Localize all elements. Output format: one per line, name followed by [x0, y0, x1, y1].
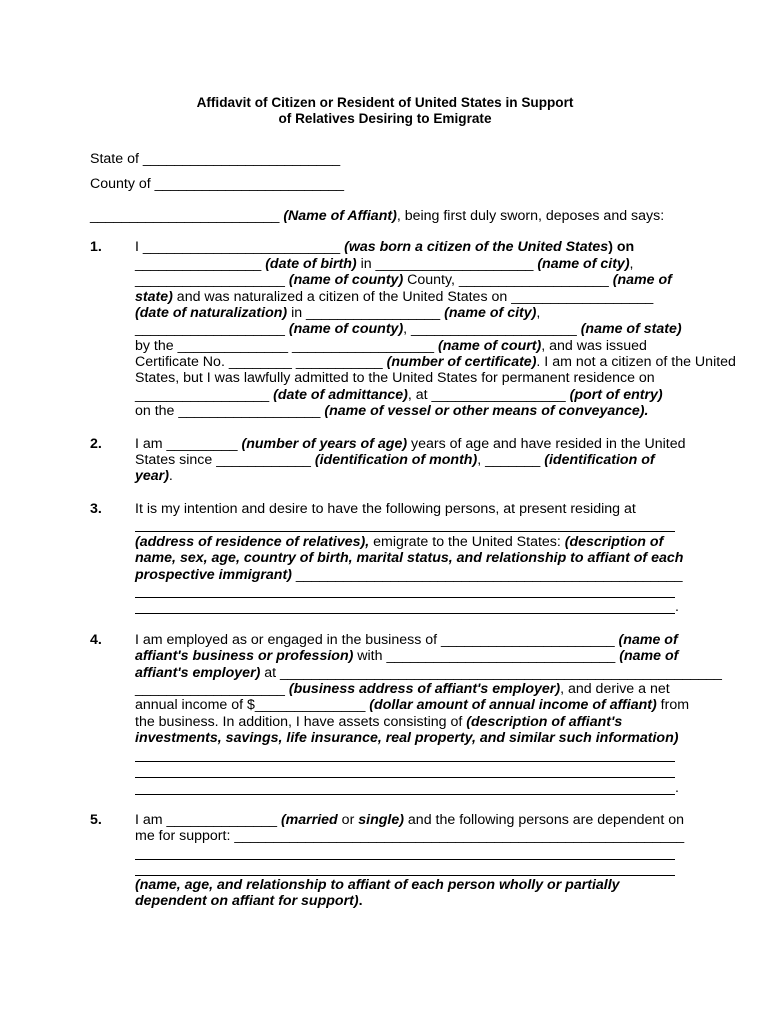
text[interactable]: I am _________ — [135, 436, 242, 452]
text[interactable]: by the ______________ __________________ — [135, 338, 438, 354]
para-1-line-4 — [135, 289, 653, 305]
text[interactable]: I am employed as or engaged in the business of ______________________ — [135, 632, 619, 648]
para-2-number: 2. — [90, 436, 102, 452]
label: (port of entry) — [569, 387, 663, 403]
para-2-line-2 — [135, 452, 655, 468]
label: (name of — [619, 648, 679, 664]
label: (name of court) — [437, 338, 542, 354]
text[interactable]: ___________________ — [135, 272, 289, 288]
para-4-line-2 — [135, 648, 678, 664]
label: affiant's employer) — [135, 665, 261, 681]
state-of-field[interactable]: State of _________________________ — [90, 151, 341, 167]
text[interactable]: at ________________________________________________________ — [260, 665, 722, 681]
para-4-line-7: investments, savings, life insurance, real property, and similar such information) — [135, 730, 679, 746]
para-4-line-6 — [135, 714, 622, 730]
text[interactable]: and was naturalized a citizen of the United States on __________________ — [172, 289, 654, 305]
label: (was born a citizen of the United States — [344, 239, 609, 255]
assets-line-3[interactable] — [135, 794, 675, 795]
intro-line — [90, 208, 664, 224]
text[interactable]: States since ____________ — [135, 452, 315, 468]
label: (description of — [564, 534, 664, 550]
text: , — [629, 256, 634, 272]
text: or — [337, 812, 359, 828]
text[interactable]: Certificate No. ________ ___________ — [135, 354, 387, 370]
text[interactable]: , _____________________ — [403, 321, 581, 337]
para-3-line-2 — [135, 534, 663, 550]
para-1-number: 1. — [90, 239, 102, 255]
para-5-line-4 — [135, 893, 363, 909]
text[interactable]: ________________ — [135, 256, 266, 272]
para-4-line-5 — [135, 697, 689, 713]
para-1-line-10 — [135, 387, 663, 403]
text[interactable]: on the __________________ — [135, 403, 325, 419]
label: (name of city) — [444, 305, 537, 321]
relatives-address-line[interactable] — [135, 531, 675, 532]
text: , and was issued — [541, 338, 647, 354]
para-4-line-4 — [135, 681, 670, 697]
label: (description of affiant's — [466, 714, 623, 730]
label: (identification of — [544, 452, 655, 468]
para-3-line-3: name, sex, age, country of birth, marital status, and relationship to affiant of each — [135, 550, 684, 566]
para-1-line-5 — [135, 305, 540, 321]
para-1-line-9: States, but I was lawfully admitted to the United States for permanent residence on — [135, 370, 655, 386]
county-of-field[interactable]: County of ________________________ — [90, 176, 345, 192]
para-1-line-6 — [135, 321, 682, 337]
label: single) — [358, 812, 404, 828]
para-3-line-4 — [135, 567, 682, 583]
label: (number of years of age) — [241, 436, 408, 452]
para-1-line-11 — [135, 403, 648, 419]
label: (date of naturalization) — [135, 305, 288, 321]
para-4-line-1 — [135, 632, 678, 648]
text[interactable]: _________________ — [135, 387, 274, 403]
para-5-line-3: (name, age, and relationship to affiant of each person wholly or partially — [135, 877, 620, 893]
text: . — [168, 468, 173, 484]
text: from — [656, 697, 690, 713]
text[interactable]: County, ___________________ — [403, 272, 613, 288]
title-line-1: Affidavit of Citizen or Resident of United States in Support — [196, 95, 574, 110]
text: . — [358, 893, 363, 909]
para-4-line-3 — [135, 665, 722, 681]
text[interactable]: I am ______________ — [135, 812, 281, 828]
label: dependent on affiant for support) — [135, 893, 359, 909]
intro-text: , being first duly sworn, deposes and says: — [396, 208, 665, 224]
label: (number of certificate) — [386, 354, 537, 370]
label: (name of — [612, 272, 672, 288]
para-3-line-1: It is my intention and desire to have the following persons, at present residing at — [135, 501, 636, 517]
text[interactable]: annual income of $______________ — [135, 697, 370, 713]
para-5-line-2[interactable]: me for support: _________________________________________________________ — [135, 828, 685, 844]
text[interactable]: , at _________________ — [407, 387, 570, 403]
label: affiant's business or profession) — [135, 648, 354, 664]
para-1-line-8 — [135, 354, 736, 370]
label: (address of residence of relatives), — [135, 534, 370, 550]
title-line-2: of Relatives Desiring to Emigrate — [278, 111, 492, 126]
immigrant-description-line-2[interactable] — [135, 597, 675, 598]
para-5-number: 5. — [90, 812, 102, 828]
label: (name of county) — [288, 321, 404, 337]
para-1-line-3 — [135, 272, 672, 288]
label: (name of state) — [580, 321, 682, 337]
text[interactable]: I _________________________ — [135, 239, 345, 255]
label: (date of admittance) — [273, 387, 408, 403]
para-5-line-1 — [135, 812, 684, 828]
para-3-number: 3. — [90, 501, 102, 517]
text[interactable]: ___________________ — [135, 321, 289, 337]
label: (identification of month) — [314, 452, 478, 468]
text: , and derive a net — [560, 681, 670, 697]
text: the business. In addition, I have assets consisting of — [135, 714, 467, 730]
label: year) — [135, 468, 169, 484]
para-1-line-2 — [135, 256, 634, 272]
text[interactable]: _________________________________________________ — [291, 567, 683, 583]
text: , — [536, 305, 541, 321]
label: (name of city) — [537, 256, 630, 272]
para-1-line-1 — [135, 239, 634, 255]
label: (business address of affiant's employer) — [288, 681, 561, 697]
text[interactable]: in ____________________ — [356, 256, 538, 272]
text: . I am not a citizen of the United — [536, 354, 736, 370]
text[interactable]: ___________________ — [135, 681, 289, 697]
text: and the following persons are dependent on — [403, 812, 684, 828]
immigrant-description-line-3[interactable] — [135, 613, 675, 614]
assets-line-2[interactable] — [135, 777, 675, 778]
label: (date of birth) — [265, 256, 357, 272]
text[interactable]: in _________________ — [287, 305, 445, 321]
label: (dollar amount of annual income of affiant) — [369, 697, 657, 713]
text: years of age and have resided in the United — [407, 436, 686, 452]
assets-line-1[interactable] — [135, 761, 675, 762]
affiant-name-blank[interactable]: ________________________ — [90, 208, 284, 224]
text[interactable]: with _____________________________ — [353, 648, 620, 664]
text[interactable]: , _______ — [477, 452, 545, 468]
dependents-line-2[interactable] — [135, 859, 675, 860]
text: emigrate to the United States: — [369, 534, 565, 550]
para-3-period: . — [675, 599, 679, 615]
label: (name of county) — [288, 272, 404, 288]
text: ) on — [608, 239, 635, 255]
para-2-line-3 — [135, 468, 173, 484]
label: prospective immigrant) — [135, 567, 292, 583]
label: (name of vessel or other means of conveyance). — [324, 403, 649, 419]
label: (name of — [618, 632, 678, 648]
label: state) — [135, 289, 173, 305]
dependents-line-3[interactable] — [135, 875, 675, 876]
affiant-name-label: (Name of Affiant) — [283, 208, 397, 224]
label: (married — [280, 812, 338, 828]
para-4-period: . — [675, 780, 679, 796]
para-2-line-1 — [135, 436, 685, 452]
para-1-line-7 — [135, 338, 647, 354]
para-4-number: 4. — [90, 632, 102, 648]
